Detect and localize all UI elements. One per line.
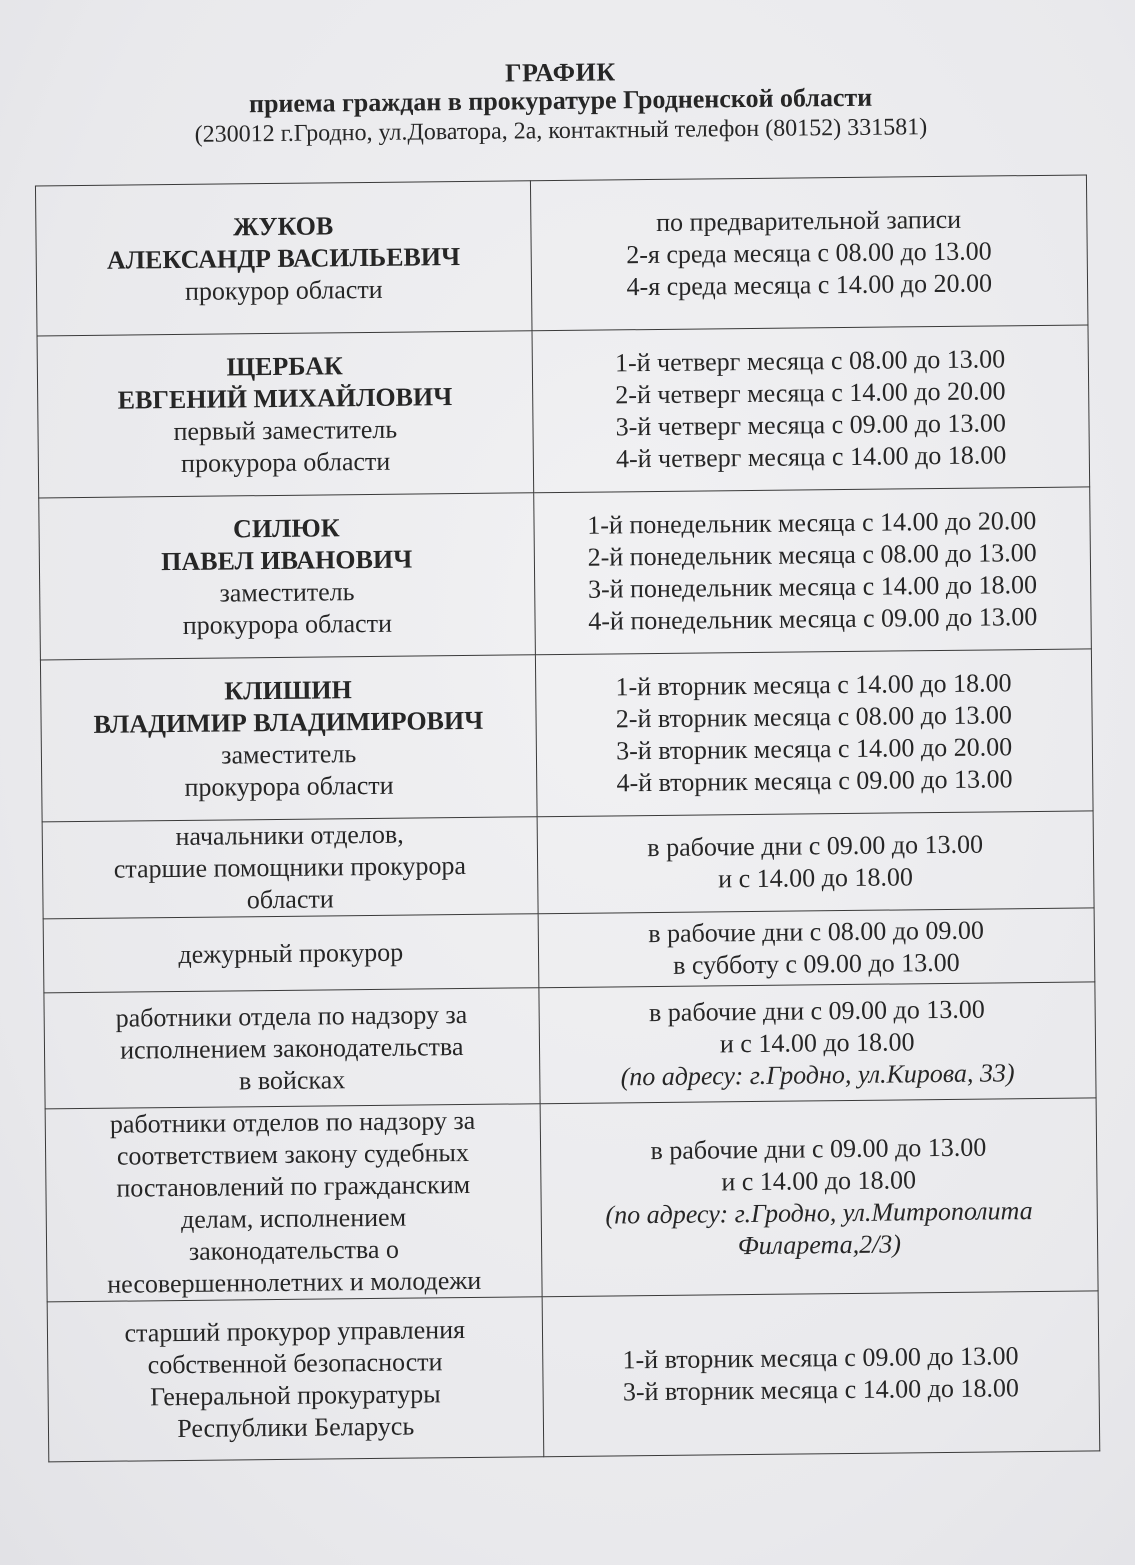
schedule-table [35, 174, 1100, 1462]
table-row [35, 175, 1088, 336]
schedule-line: 2-й вторник месяца с 08.00 до 13.00 [615, 699, 1013, 733]
address-note: Филарета,2/3) [737, 1229, 902, 1261]
schedule-line: по предварительной записи [656, 204, 962, 237]
schedule-cell [538, 908, 1095, 988]
official-name: КЛИШИН [224, 674, 352, 706]
schedule-line: в рабочие дни с 09.00 до 13.00 [647, 829, 984, 863]
schedule-cell [537, 811, 1094, 914]
schedule-line: в рабочие дни с 09.00 до 13.00 [650, 1132, 987, 1166]
schedule-line: 4-й вторник месяца с 09.00 до 13.00 [616, 763, 1013, 797]
official-cell [47, 1297, 543, 1462]
official-position: Генеральной прокуратуры [150, 1378, 441, 1411]
schedule-cell [533, 487, 1091, 655]
schedule-cell [538, 982, 1096, 1104]
schedule-line: 3-й вторник месяца с 14.00 до 18.00 [622, 1372, 1020, 1406]
schedule-line: и с 14.00 до 18.00 [719, 1026, 915, 1058]
official-name: ЩЕРБАК [226, 350, 343, 381]
official-position: делам, исполнением [180, 1202, 407, 1234]
table-row [39, 487, 1092, 660]
official-cell [43, 914, 538, 993]
schedule-line: 1-й понедельник месяца с 14.00 до 20.00 [587, 505, 1037, 540]
schedule-cell [530, 175, 1088, 331]
schedule-line: в рабочие дни с 08.00 до 09.00 [648, 915, 985, 948]
table-row [43, 908, 1095, 993]
official-position: старший прокурор управления [124, 1314, 466, 1348]
table-row [37, 325, 1090, 498]
schedule-line: 1-й вторник месяца с 09.00 до 13.00 [622, 1340, 1019, 1374]
official-name: ВЛАДИМИР ВЛАДИМИРОВИЧ [93, 705, 484, 739]
official-position: первый заместитель [173, 414, 398, 446]
official-position: в войсках [238, 1064, 346, 1095]
official-position: начальники отделов, [175, 819, 404, 852]
official-position: старшие помощники прокурора [113, 850, 467, 884]
official-position: области [246, 884, 334, 915]
official-cell [44, 988, 540, 1109]
official-position: дежурный прокурор [178, 937, 404, 969]
schedule-line: 2-й четверг месяца с 14.00 до 20.00 [615, 375, 1006, 409]
schedule-cell [532, 325, 1090, 493]
official-name: ЖУКОВ [232, 210, 334, 241]
official-position: работники отдела по надзору за [115, 999, 468, 1033]
document-subtitle: приема граждан в прокуратуре Гродненской области [248, 82, 873, 119]
schedule-rows [35, 175, 1099, 1462]
official-cell [37, 331, 533, 498]
schedule-line: 3-й четверг месяца с 09.00 до 13.00 [615, 407, 1007, 441]
official-position: законодательства о [188, 1234, 400, 1266]
schedule-line: и с 14.00 до 18.00 [718, 862, 914, 894]
document-title: ГРАФИК [504, 57, 616, 88]
official-cell [35, 181, 531, 336]
official-position: прокурор области [184, 274, 383, 306]
schedule-line: 2-й понедельник месяца с 08.00 до 13.00 [587, 537, 1037, 572]
table-row [47, 1291, 1100, 1462]
schedule-line: и с 14.00 до 18.00 [721, 1165, 917, 1197]
schedule-line: в субботу с 09.00 до 13.00 [673, 947, 960, 980]
address-note: (по адресу: г.Гродно, ул.Митрополита [605, 1196, 1033, 1230]
schedule-cell [542, 1291, 1100, 1457]
official-position: заместитель [221, 738, 357, 770]
schedule-line: 4-я среда месяца с 14.00 до 20.00 [626, 267, 993, 301]
schedule-line: 2-я среда месяца с 08.00 до 13.00 [626, 235, 992, 269]
schedule-cell [535, 649, 1093, 817]
official-cell [39, 493, 535, 660]
official-position: прокурора области [180, 446, 391, 478]
official-name: ЕВГЕНИЙ МИХАЙЛОВИЧ [117, 381, 453, 415]
official-position: исполнением законодательства [119, 1031, 464, 1065]
schedule-line: 3-й вторник месяца с 14.00 до 20.00 [616, 731, 1013, 765]
official-position: постановлений по гражданским [116, 1169, 471, 1203]
schedule-line: 1-й вторник месяца с 14.00 до 18.00 [615, 667, 1012, 701]
table-row [42, 811, 1094, 919]
official-name: ПАВЕЛ ИВАНОВИЧ [161, 544, 413, 576]
address-note: (по адресу: г.Гродно, ул.Кирова, 33) [620, 1057, 1015, 1091]
table-row [40, 649, 1093, 822]
schedule-cell [540, 1098, 1098, 1297]
official-position: соответствием закону судебных [116, 1137, 470, 1171]
official-position: Республики Беларусь [177, 1411, 415, 1443]
table-row [45, 1098, 1098, 1302]
official-position: работники отделов по надзору за [109, 1105, 476, 1139]
official-cell [45, 1104, 542, 1302]
official-name: АЛЕКСАНДР ВАСИЛЬЕВИЧ [106, 241, 461, 275]
schedule-line: 1-й четверг месяца с 08.00 до 13.00 [614, 343, 1006, 377]
document-address: (230012 г.Гродно, ул.Доватора, 2а, контактный телефон (80152) 331581) [194, 114, 928, 148]
official-cell [42, 817, 538, 919]
official-position: заместитель [219, 576, 355, 608]
schedule-line: 3-й понедельник месяца с 14.00 до 18.00 [587, 569, 1038, 604]
official-position: собственной безопасности [147, 1346, 443, 1379]
table-row [44, 982, 1096, 1109]
official-position: прокурора области [184, 770, 394, 802]
official-position: несовершеннолетних и молодежи [107, 1265, 482, 1299]
schedule-line: в рабочие дни с 09.00 до 13.00 [648, 994, 985, 1027]
schedule-line: 4-й понедельник месяца с 09.00 до 13.00 [588, 601, 1038, 636]
official-name: СИЛЮК [232, 512, 340, 543]
official-cell [40, 655, 536, 822]
official-position: прокурора области [182, 608, 393, 640]
schedule-line: 4-й четверг месяца с 14.00 до 18.00 [615, 439, 1007, 473]
